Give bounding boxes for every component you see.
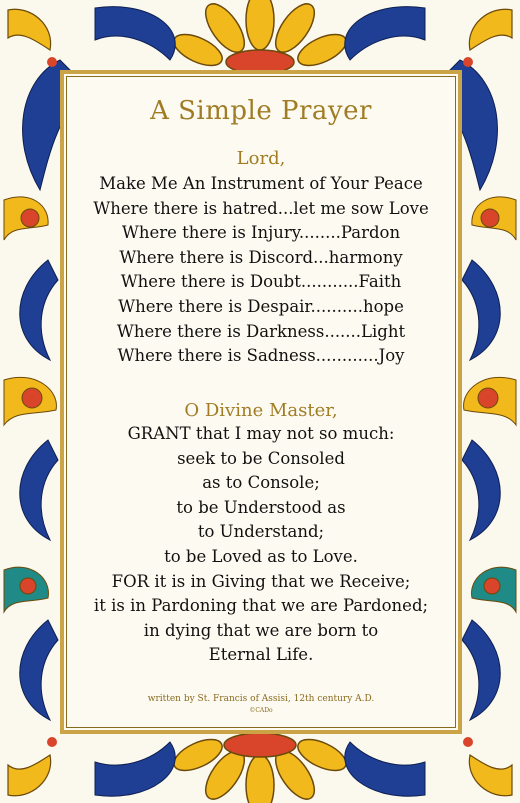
stanza-line: Where there is Doubt...........Faith [120,272,402,292]
stanza-line: to be Understood as [176,497,346,517]
author-credit: written by St. Francis of Assisi, 12th century A.D. [147,694,375,704]
right-flowers [464,197,516,612]
stanza-line: in dying that we are born to [143,620,379,640]
top-sunflower-icon [169,0,350,74]
stanza-line: it is in Pardoning that we are Pardoned; [93,596,429,616]
left-flowers [4,197,56,612]
stanza-line: to Understand; [197,522,325,542]
stanza-line: Make Me An Instrument of Your Peace [99,174,423,193]
copyright-mark: ©CADo [249,707,273,714]
first-stanza [64,172,458,369]
stanza-line: as to Console; [202,473,320,493]
prayer-frame [60,70,462,734]
salutation: Lord, [236,148,286,169]
stanza-line: to be Loved as to Love. [164,546,358,566]
stanza-line: GRANT that I may not so much: [127,424,395,443]
second-stanza [64,422,458,668]
stanza-line: Where there is Injury........Pardon [121,223,401,243]
stanza-line: Where there is hatred...let me sow Love [93,198,429,218]
stanza-line: Where there is Discord...harmony [119,247,403,267]
bottom-sunflower-icon [169,733,350,803]
stanza-line: Where there is Sadness............Joy [117,346,405,366]
prayer-title: A Simple Prayer [150,96,372,126]
stanza-line: seek to be Consoled [177,448,345,468]
stanza-line: Where there is Despair..........hope [118,296,404,316]
second-salutation: O Divine Master, [184,400,338,421]
stanza-line: Eternal Life. [208,645,314,665]
stanza-line: Where there is Darkness.......Light [116,321,406,341]
stanza-line: FOR it is in Giving that we Receive; [111,571,411,591]
